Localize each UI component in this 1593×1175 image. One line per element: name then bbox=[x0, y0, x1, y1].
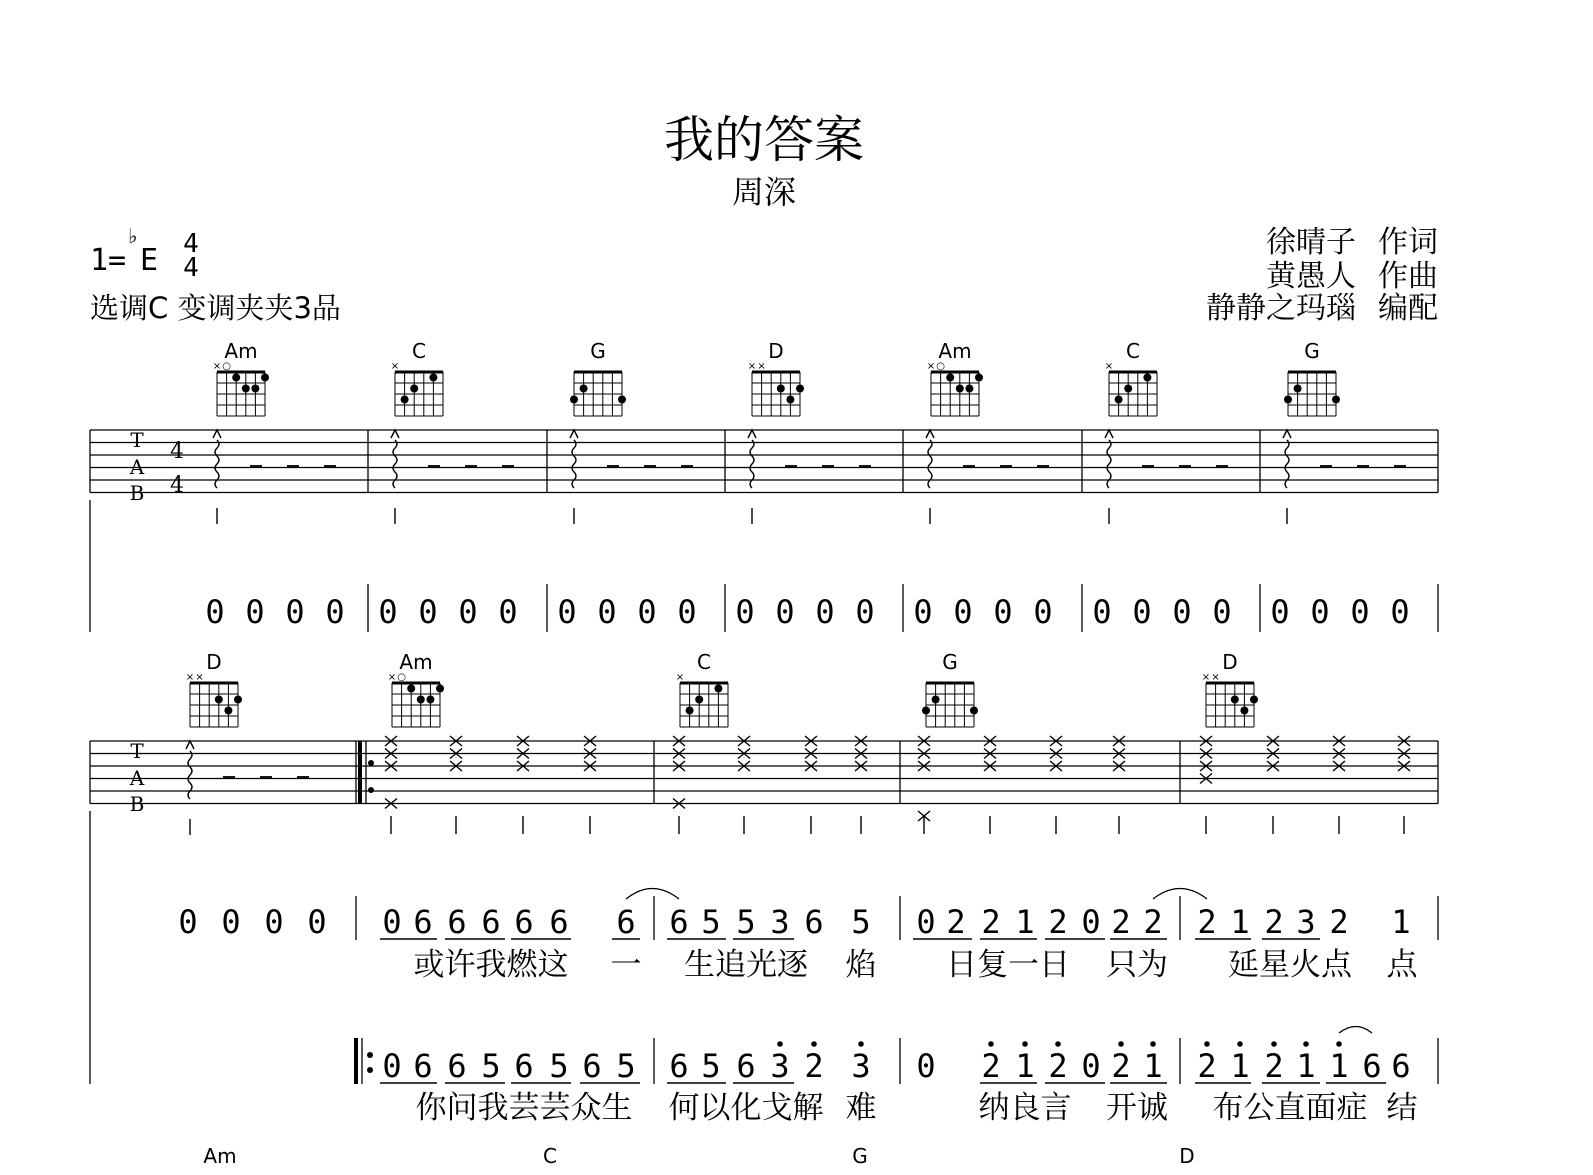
jianpu-note: 0 bbox=[597, 593, 617, 631]
jianpu-note: 0 bbox=[1081, 1047, 1101, 1085]
jianpu-note: 5 bbox=[736, 903, 756, 941]
jianpu-note: 6 bbox=[736, 1047, 756, 1085]
key-flat-sign: ♭ bbox=[128, 224, 138, 248]
finger-dot bbox=[786, 396, 794, 404]
finger-dot bbox=[410, 385, 418, 393]
jianpu-note: 6 bbox=[447, 1047, 467, 1085]
jianpu-note: 5 bbox=[549, 1047, 569, 1085]
tab-time-bottom: 4 bbox=[170, 473, 184, 498]
finger-dot bbox=[429, 374, 437, 382]
jianpu-note: 0 bbox=[245, 593, 265, 631]
finger-dot bbox=[965, 385, 973, 393]
muted-string-mark: × bbox=[387, 672, 397, 683]
finger-dot bbox=[922, 707, 930, 715]
jianpu-note: 1 bbox=[1391, 903, 1411, 941]
lyric-text: 何以化戈解 bbox=[668, 1090, 824, 1126]
finger-dot bbox=[777, 385, 785, 393]
chord-name-D: D bbox=[206, 650, 222, 674]
muted-string-mark: × bbox=[926, 361, 936, 372]
jianpu-note: 0 bbox=[307, 903, 327, 941]
jianpu-note: 0 bbox=[418, 593, 438, 631]
muted-string-mark: × bbox=[757, 361, 766, 372]
finger-dot bbox=[580, 385, 588, 393]
jianpu-note: 6 bbox=[804, 903, 824, 941]
credit-lyricist-role: 作词 bbox=[1378, 225, 1438, 260]
jianpu-note: 6 bbox=[549, 903, 569, 941]
jianpu-note: 0 bbox=[378, 593, 398, 631]
octave-dot bbox=[1150, 1041, 1156, 1047]
octave-dot bbox=[1303, 1041, 1309, 1047]
jianpu-note: 0 bbox=[285, 593, 305, 631]
credit-composer-role: 作曲 bbox=[1378, 259, 1438, 294]
jianpu-note: 0 bbox=[557, 593, 577, 631]
finger-dot bbox=[1250, 696, 1258, 704]
repeat-dot bbox=[368, 787, 374, 793]
tab-clef-a: A bbox=[129, 766, 145, 790]
jianpu-note: 0 bbox=[382, 903, 402, 941]
jianpu-note: 2 bbox=[1048, 1047, 1068, 1085]
jianpu-note: 0 bbox=[458, 593, 478, 631]
chord-name-D: D bbox=[1222, 650, 1238, 674]
tie-slur bbox=[1339, 1027, 1372, 1034]
open-string-mark: ○ bbox=[222, 361, 231, 372]
tab-clef-t: T bbox=[130, 428, 144, 452]
muted-string-mark: × bbox=[195, 672, 204, 683]
strum-arpeggio bbox=[215, 440, 219, 488]
jianpu-note: 2 bbox=[1048, 903, 1068, 941]
jianpu-note: 0 bbox=[325, 593, 345, 631]
jianpu-note: 2 bbox=[1111, 1047, 1131, 1085]
finger-dot bbox=[426, 696, 434, 704]
jianpu-note: 0 bbox=[815, 593, 835, 631]
strum-arpeggio bbox=[1285, 440, 1289, 488]
chord-name-G: G bbox=[942, 650, 958, 674]
finger-dot bbox=[956, 385, 964, 393]
finger-dot bbox=[695, 696, 703, 704]
finger-dot bbox=[224, 707, 232, 715]
jianpu-note: 5 bbox=[701, 903, 721, 941]
strum-arrow bbox=[1283, 430, 1291, 438]
time-signature-top: 4 bbox=[183, 229, 199, 259]
octave-dot bbox=[1336, 1041, 1342, 1047]
jianpu-note: 2 bbox=[1197, 1047, 1217, 1085]
credit-arranger-role: 编配 bbox=[1378, 291, 1438, 326]
jianpu-note: 2 bbox=[1329, 903, 1349, 941]
jianpu-note: 0 bbox=[264, 903, 284, 941]
jianpu-note: 0 bbox=[735, 593, 755, 631]
jianpu-note: 0 bbox=[993, 593, 1013, 631]
strum-arpeggio bbox=[1107, 440, 1111, 488]
finger-dot bbox=[570, 396, 578, 404]
credit-arranger: 静静之玛瑙 bbox=[1206, 291, 1356, 326]
tab-time-top: 4 bbox=[170, 439, 184, 464]
finger-dot bbox=[242, 385, 250, 393]
lyric-text: 生追光逐 bbox=[684, 947, 808, 983]
octave-dot bbox=[988, 1041, 994, 1047]
jianpu-note: 2 bbox=[1111, 903, 1131, 941]
lyric-text: 点 bbox=[1386, 947, 1418, 983]
jianpu-note: 0 bbox=[1172, 593, 1192, 631]
lyric-text: 布公直面症 bbox=[1212, 1090, 1368, 1126]
muted-string-mark: × bbox=[212, 361, 222, 372]
jianpu-note: 6 bbox=[413, 903, 433, 941]
artist-name: 周深 bbox=[731, 173, 797, 211]
muted-string-mark: × bbox=[390, 361, 400, 372]
finger-dot bbox=[251, 385, 259, 393]
strum-arpeggio bbox=[188, 751, 192, 799]
finger-dot bbox=[686, 707, 694, 715]
tab-clef-b: B bbox=[129, 792, 145, 816]
jianpu-note: 6 bbox=[1391, 1047, 1411, 1085]
jianpu-note: 0 bbox=[953, 593, 973, 631]
octave-dot bbox=[1118, 1041, 1124, 1047]
finger-dot bbox=[1231, 696, 1239, 704]
jianpu-note: 6 bbox=[1362, 1047, 1382, 1085]
strum-arpeggio bbox=[572, 440, 576, 488]
octave-dot bbox=[858, 1041, 864, 1047]
jianpu-note: 0 bbox=[916, 903, 936, 941]
jianpu-note: 6 bbox=[582, 1047, 602, 1085]
octave-dot bbox=[1055, 1041, 1061, 1047]
finger-dot bbox=[1124, 385, 1132, 393]
jianpu-note: 1 bbox=[1230, 903, 1250, 941]
finger-dot bbox=[234, 696, 242, 704]
strum-arrow bbox=[1105, 430, 1113, 438]
jianpu-note: 0 bbox=[1081, 903, 1101, 941]
jianpu-note: 0 bbox=[1033, 593, 1053, 631]
chord-name-Am: Am bbox=[938, 339, 972, 363]
jianpu-note: 6 bbox=[413, 1047, 433, 1085]
finger-dot bbox=[975, 374, 983, 382]
strum-arrow bbox=[186, 741, 194, 749]
finger-dot bbox=[417, 696, 425, 704]
finger-dot bbox=[436, 685, 444, 693]
jianpu-note: 5 bbox=[481, 1047, 501, 1085]
jianpu-note: 6 bbox=[669, 903, 689, 941]
finger-dot bbox=[618, 396, 626, 404]
octave-dot bbox=[1022, 1041, 1028, 1047]
muted-string-mark: × bbox=[747, 361, 757, 372]
jianpu-note: 0 bbox=[916, 1047, 936, 1085]
jianpu-note: 1 bbox=[1296, 1047, 1316, 1085]
open-string-mark: ○ bbox=[936, 361, 945, 372]
chord-name-Am: Am bbox=[224, 339, 258, 363]
jianpu-note: 5 bbox=[851, 903, 871, 941]
jianpu-note: 0 bbox=[382, 1047, 402, 1085]
jianpu-note: 6 bbox=[481, 903, 501, 941]
time-signature-bottom: 4 bbox=[183, 253, 199, 283]
finger-dot bbox=[714, 685, 722, 693]
open-string-mark: ○ bbox=[397, 672, 406, 683]
finger-dot bbox=[261, 374, 269, 382]
jianpu-note: 2 bbox=[804, 1047, 824, 1085]
chord-name-D: D bbox=[1179, 1144, 1195, 1168]
chord-name-G: G bbox=[1304, 339, 1320, 363]
octave-dot bbox=[811, 1041, 817, 1047]
jianpu-note: 6 bbox=[669, 1047, 689, 1085]
finger-dot bbox=[932, 696, 940, 704]
tab-clef-a: A bbox=[129, 455, 145, 479]
jianpu-note: 1 bbox=[1015, 1047, 1035, 1085]
jianpu-note: 0 bbox=[855, 593, 875, 631]
jianpu-note: 2 bbox=[946, 903, 966, 941]
jianpu-note: 2 bbox=[1143, 903, 1163, 941]
octave-dot bbox=[777, 1041, 783, 1047]
jianpu-note: 1 bbox=[1329, 1047, 1349, 1085]
jianpu-note: 6 bbox=[514, 1047, 534, 1085]
finger-dot bbox=[970, 707, 978, 715]
octave-dot bbox=[1271, 1041, 1277, 1047]
jianpu-note: 2 bbox=[1264, 1047, 1284, 1085]
strum-arpeggio bbox=[393, 440, 397, 488]
muted-string-mark: × bbox=[185, 672, 195, 683]
key-prefix: 1= bbox=[90, 243, 127, 278]
lyric-text: 难 bbox=[845, 1090, 877, 1126]
finger-dot bbox=[946, 374, 954, 382]
chord-name-C: C bbox=[412, 339, 426, 363]
lyric-text: 或许我燃这 bbox=[413, 947, 569, 983]
jianpu-note: 3 bbox=[770, 1047, 790, 1085]
tab-clef-t: T bbox=[130, 739, 144, 763]
jianpu-note: 0 bbox=[637, 593, 657, 631]
strum-arrow bbox=[391, 430, 399, 438]
lyric-text: 一 bbox=[610, 947, 642, 983]
jianpu-note: 2 bbox=[981, 903, 1001, 941]
octave-dot bbox=[1204, 1041, 1210, 1047]
lyric-text: 结 bbox=[1386, 1090, 1418, 1126]
muted-string-mark: × bbox=[675, 672, 685, 683]
jianpu-note: 0 bbox=[1390, 593, 1410, 631]
jianpu-note: 0 bbox=[1132, 593, 1152, 631]
jianpu-note: 5 bbox=[616, 1047, 636, 1085]
jianpu-note: 0 bbox=[1212, 593, 1232, 631]
capo-note: 选调C 变调夹夹3品 bbox=[90, 291, 341, 325]
lyric-text: 日复一日 bbox=[946, 947, 1070, 983]
lyric-text: 焰 bbox=[845, 947, 877, 983]
jianpu-note: 2 bbox=[1197, 903, 1217, 941]
strum-arpeggio bbox=[928, 440, 932, 488]
jianpu-note: 0 bbox=[178, 903, 198, 941]
jianpu-note: 3 bbox=[1296, 903, 1316, 941]
jianpu-note: 0 bbox=[1310, 593, 1330, 631]
finger-dot bbox=[232, 374, 240, 382]
jianpu-note: 5 bbox=[701, 1047, 721, 1085]
jianpu-note: 6 bbox=[616, 903, 636, 941]
strum-arrow bbox=[213, 430, 221, 438]
finger-dot bbox=[1240, 707, 1248, 715]
lyric-text: 只为 bbox=[1106, 947, 1168, 983]
finger-dot bbox=[1143, 374, 1151, 382]
chord-name-D: D bbox=[768, 339, 784, 363]
chord-name-Am: Am bbox=[203, 1144, 237, 1168]
finger-dot bbox=[1284, 396, 1292, 404]
muted-string-mark: × bbox=[1211, 672, 1220, 683]
finger-dot bbox=[1294, 385, 1302, 393]
strum-arrow bbox=[926, 430, 934, 438]
jianpu-note: 0 bbox=[1270, 593, 1290, 631]
song-title: 我的答案 bbox=[664, 111, 864, 169]
chord-name-C: C bbox=[697, 650, 711, 674]
jianpu-note: 1 bbox=[1143, 1047, 1163, 1085]
jianpu-note: 0 bbox=[221, 903, 241, 941]
jianpu-note: 0 bbox=[775, 593, 795, 631]
strum-arrow bbox=[748, 430, 756, 438]
credit-composer: 黄愚人 bbox=[1266, 259, 1356, 294]
chord-name-C: C bbox=[1126, 339, 1140, 363]
tab-clef-b: B bbox=[129, 481, 145, 505]
strum-arpeggio bbox=[750, 440, 754, 488]
repeat-dot bbox=[367, 1067, 373, 1073]
strum-arrow bbox=[570, 430, 578, 438]
finger-dot bbox=[215, 696, 223, 704]
chord-name-G: G bbox=[852, 1144, 868, 1168]
chord-name-Am: Am bbox=[399, 650, 433, 674]
credit-lyricist: 徐晴子 bbox=[1266, 225, 1356, 260]
jianpu-note: 0 bbox=[677, 593, 697, 631]
tie-slur bbox=[626, 889, 679, 900]
chord-name-C: C bbox=[543, 1144, 557, 1168]
lyric-text: 开诚 bbox=[1106, 1090, 1168, 1126]
jianpu-note: 2 bbox=[981, 1047, 1001, 1085]
jianpu-note: 2 bbox=[1264, 903, 1284, 941]
finger-dot bbox=[796, 385, 804, 393]
jianpu-note: 6 bbox=[447, 903, 467, 941]
key-note: E bbox=[140, 243, 159, 278]
muted-string-mark: × bbox=[1104, 361, 1114, 372]
jianpu-note: 1 bbox=[1230, 1047, 1250, 1085]
lyric-text: 延星火点 bbox=[1228, 947, 1352, 983]
jianpu-note: 6 bbox=[514, 903, 534, 941]
jianpu-note: 1 bbox=[1015, 903, 1035, 941]
chord-name-G: G bbox=[590, 339, 606, 363]
octave-dot bbox=[1237, 1041, 1243, 1047]
finger-dot bbox=[401, 396, 409, 404]
muted-string-mark: × bbox=[1201, 672, 1211, 683]
jianpu-note: 0 bbox=[1092, 593, 1112, 631]
repeat-dot bbox=[367, 1052, 373, 1058]
jianpu-note: 0 bbox=[205, 593, 225, 631]
jianpu-note: 0 bbox=[913, 593, 933, 631]
jianpu-note: 0 bbox=[498, 593, 518, 631]
finger-dot bbox=[1115, 396, 1123, 404]
jianpu-note: 0 bbox=[1350, 593, 1370, 631]
repeat-dot bbox=[368, 760, 374, 766]
lyric-text: 纳良言 bbox=[978, 1090, 1072, 1126]
jianpu-note: 3 bbox=[770, 903, 790, 941]
lyric-text: 你问我芸芸众生 bbox=[415, 1090, 633, 1126]
finger-dot bbox=[1332, 396, 1340, 404]
finger-dot bbox=[407, 685, 415, 693]
jianpu-note: 3 bbox=[851, 1047, 871, 1085]
